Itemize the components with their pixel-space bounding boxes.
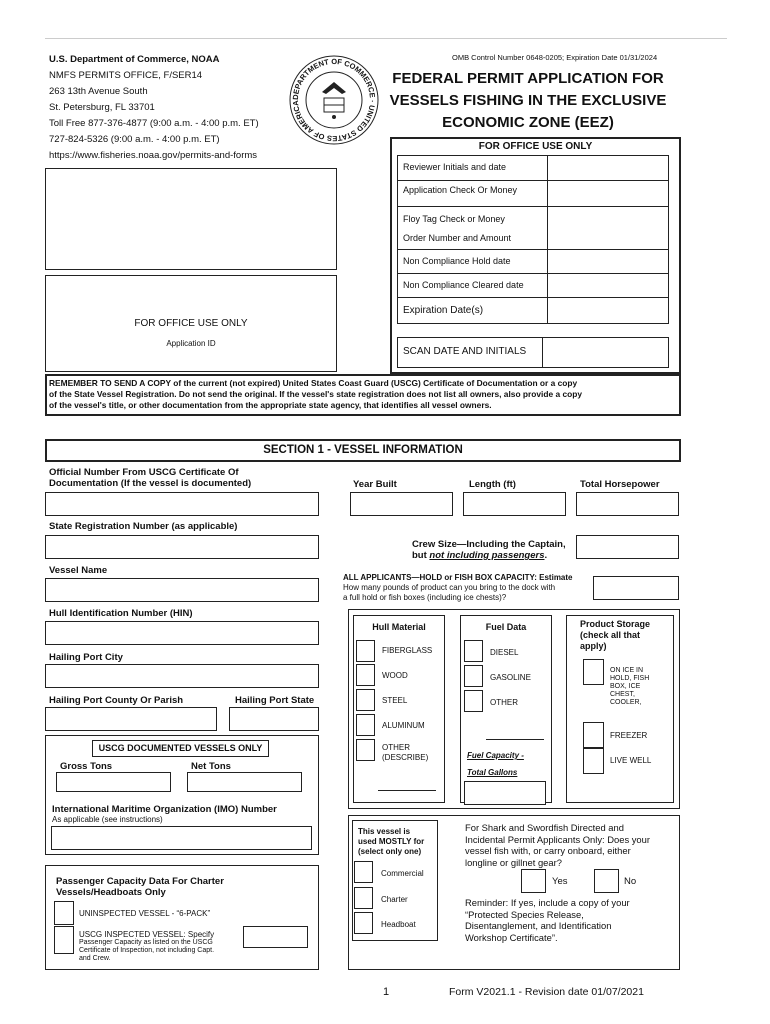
inspected-label: USCG INSPECTED VESSEL: Specify Passenger Capacity as listed on the USCG Certificate of Inspection, not including Capt. and Crew. (79, 930, 215, 962)
fuel-data-title: Fuel Data (485, 622, 527, 632)
agency-name: U.S. Department of Commerce, NOAA (49, 54, 220, 65)
official-number-input[interactable] (45, 492, 319, 516)
gross-tons-input[interactable] (56, 772, 171, 792)
crew-size-label: Crew Size—Including the Captain, but not including passengers. (412, 539, 566, 561)
form-title-line1: FEDERAL PERMIT APPLICATION FOR (392, 70, 664, 87)
reminder-line2: of the State Vessel Registration. Do not send the original. If the vessel's state registration does not list all owners, also provide a copy (49, 389, 583, 399)
hailing-state-label: Hailing Port State (235, 695, 315, 706)
storage-ice-checkbox[interactable] (583, 659, 604, 685)
hull-wood-label: WOOD (382, 671, 408, 680)
reminder-line1: REMEMBER TO SEND A COPY of the current (not expired) United States Coast Guard (USCG) Certificate of Documentation or a copy (49, 378, 578, 388)
fuel-other-label: OTHER (490, 698, 518, 707)
official-number-label: Official Number From USCG Certificate Of Documentation (If the vessel is documented) (49, 467, 252, 489)
page-number: 1 (383, 986, 390, 998)
use-charter-checkbox[interactable] (354, 887, 373, 909)
year-built-input[interactable] (350, 492, 453, 516)
form-title-line2: VESSELS FISHING IN THE EXCLUSIVE (389, 92, 667, 109)
hailing-county-label: Hailing Port County Or Parish (49, 695, 184, 706)
shark-no-checkbox[interactable] (594, 869, 619, 893)
order-number-label: Order Number and Amount (403, 233, 512, 243)
length-label: Length (ft) (469, 479, 516, 490)
hin-label: Hull Identification Number (HIN) (49, 608, 193, 619)
svg-text:DEPARTMENT OF COMMERCE · UNITE (291, 57, 377, 143)
storage-freezer-checkbox[interactable] (583, 722, 604, 748)
hull-other-checkbox[interactable] (356, 739, 375, 761)
applicant-blank-box (45, 168, 337, 270)
horsepower-label: Total Horsepower (580, 479, 660, 490)
reminder-text (49, 378, 679, 411)
length-input[interactable] (463, 492, 566, 516)
state-registration-label: State Registration Number (as applicable) (49, 521, 238, 532)
hailing-city-input[interactable] (45, 664, 319, 688)
hailing-state-input[interactable] (229, 707, 319, 731)
hull-steel-checkbox[interactable] (356, 689, 375, 711)
agency-url[interactable]: https://www.fisheries.noaa.gov/permits-and-forms (49, 150, 258, 161)
fuel-other-line[interactable] (486, 739, 544, 740)
net-tons-label: Net Tons (191, 761, 231, 772)
use-headboat-label: Headboat (381, 920, 416, 929)
noncompliance-hold-label: Non Compliance Hold date (403, 256, 511, 266)
shark-no-label: No (624, 876, 637, 887)
use-headboat-checkbox[interactable] (354, 912, 373, 934)
hin-input[interactable] (45, 621, 319, 645)
vessel-use-title: This vessel is used MOSTLY for (select only one) (358, 827, 425, 856)
hull-material-title: Hull Material (372, 622, 426, 632)
passenger-capacity-title: Passenger Capacity Data For Charter Vessels/Headboats Only (56, 876, 224, 898)
hailing-county-input[interactable] (45, 707, 217, 731)
uninspected-checkbox[interactable] (54, 901, 74, 925)
fuel-diesel-label: DIESEL (490, 648, 519, 657)
shark-yes-checkbox[interactable] (521, 869, 546, 893)
hailing-city-label: Hailing Port City (49, 652, 123, 663)
row-line (397, 297, 669, 298)
shark-reminder: Reminder: If yes, include a copy of your “Protected Species Release, Disentanglement, and Identification Workshop Certificate”. (465, 897, 630, 943)
storage-livewell-label: LIVE WELL (610, 756, 652, 765)
omb-control: OMB Control Number 0648-0205; Expiration Date 01/31/2024 (452, 53, 658, 62)
row-line (397, 273, 669, 274)
hull-fiberglass-label: FIBERGLASS (382, 646, 433, 655)
passenger-capacity-input[interactable] (243, 926, 308, 948)
use-commercial-checkbox[interactable] (354, 861, 373, 883)
application-id-label: Application ID (166, 339, 216, 348)
storage-freezer-label: FREEZER (610, 731, 648, 740)
fuel-capacity-input[interactable] (464, 781, 546, 805)
vessel-name-input[interactable] (45, 578, 319, 602)
uscg-only-label: USCG DOCUMENTED VESSELS ONLY (98, 743, 263, 753)
hull-fiberglass-checkbox[interactable] (356, 640, 375, 662)
office-use-title: FOR OFFICE USE ONLY (478, 141, 593, 152)
noncompliance-cleared-label: Non Compliance Cleared date (403, 280, 524, 290)
fuel-gasoline-label: GASOLINE (490, 673, 531, 682)
hold-capacity-input[interactable] (593, 576, 679, 600)
hull-other-label: OTHER (382, 743, 410, 752)
horsepower-input[interactable] (576, 492, 679, 516)
row-line (397, 180, 669, 181)
shark-question: For Shark and Swordfish Directed and Incidental Permit Applicants Only: Does your vessel fish with, or carry onboard, either longline or gillnet gear? (465, 822, 650, 868)
storage-ice-label: ON ICE IN HOLD, FISH BOX, ICE CHEST, COOLER, (610, 667, 650, 706)
form-version: Form V2021.1 - Revision date 01/07/2021 (449, 986, 644, 998)
vessel-name-label: Vessel Name (49, 565, 108, 576)
reviewer-initials-label: Reviewer Initials and date (403, 162, 507, 172)
agency-city: St. Petersburg, FL 33701 (49, 102, 155, 113)
top-rule (45, 38, 727, 39)
use-commercial-label: Commercial (381, 869, 424, 878)
agency-street: 263 13th Avenue South (49, 86, 148, 97)
fuel-diesel-checkbox[interactable] (464, 640, 483, 662)
year-built-label: Year Built (353, 479, 397, 490)
fuel-total-label: Total Gallons (467, 768, 518, 777)
fuel-other-checkbox[interactable] (464, 690, 483, 712)
net-tons-input[interactable] (187, 772, 302, 792)
floy-tag-label: Floy Tag Check or Money (403, 214, 505, 224)
form-title-line3: ECONOMIC ZONE (EEZ) (442, 114, 614, 131)
row-line (397, 249, 669, 250)
use-charter-label: Charter (381, 895, 408, 904)
row-line (397, 206, 669, 207)
product-storage-title: Product Storage (check all that apply) (580, 619, 651, 651)
hull-wood-checkbox[interactable] (356, 664, 375, 686)
crew-size-input[interactable] (576, 535, 679, 559)
hold-capacity-label: ALL APPLICANTS—HOLD or FISH BOX CAPACITY: Estimate How many pounds of product can you bring to the dock with a full hold or fish boxes (including ice chests)? (343, 573, 573, 602)
hull-aluminum-label: ALUMINUM (382, 721, 425, 730)
hull-describe-line[interactable] (378, 790, 436, 791)
agency-phone: 727-824-5326 (9:00 a.m. - 4:00 p.m. ET) (49, 134, 220, 145)
inspected-checkbox[interactable] (54, 926, 74, 954)
fuel-capacity-label: Fuel Capacity - (467, 751, 524, 760)
uninspected-label: UNINSPECTED VESSEL - “6-PACK” (79, 909, 211, 918)
agency-address (49, 52, 259, 164)
application-check-label: Application Check Or Money (403, 185, 518, 195)
imo-number-input[interactable] (51, 826, 312, 850)
agency-office: NMFS PERMITS OFFICE, F/SER14 (49, 70, 203, 81)
hull-describe-label: (DESCRIBE) (382, 753, 429, 762)
reminder-line3: of the vessel's title, or other documentation from the appropriate state agency, that identifies all vessel owners. (49, 400, 492, 410)
seal-text: DEPARTMENT OF COMMERCE · UNITED STATES OF AMERICA (290, 56, 378, 144)
form-title (388, 68, 668, 134)
imo-note: As applicable (see instructions) (52, 815, 163, 824)
gross-tons-label: Gross Tons (60, 761, 113, 772)
fuel-gasoline-checkbox[interactable] (464, 665, 483, 687)
scan-date-label: SCAN DATE AND INITIALS (403, 346, 527, 357)
storage-livewell-checkbox[interactable] (583, 748, 604, 774)
state-registration-input[interactable] (45, 535, 319, 559)
hull-steel-label: STEEL (382, 696, 408, 705)
expiration-date-label: Expiration Date(s) (403, 305, 484, 316)
agency-tollfree: Toll Free 877-376-4877 (9:00 a.m. - 4:00 p.m. ET) (49, 118, 259, 129)
hull-aluminum-checkbox[interactable] (356, 714, 375, 736)
imo-number-label: International Maritime Organization (IMO) Number (52, 804, 277, 815)
commerce-seal (288, 54, 380, 146)
shark-yes-label: Yes (552, 876, 568, 887)
left-office-use-title: FOR OFFICE USE ONLY (134, 318, 248, 329)
scan-divider (542, 337, 543, 368)
section1-title: SECTION 1 - VESSEL INFORMATION (263, 444, 463, 456)
